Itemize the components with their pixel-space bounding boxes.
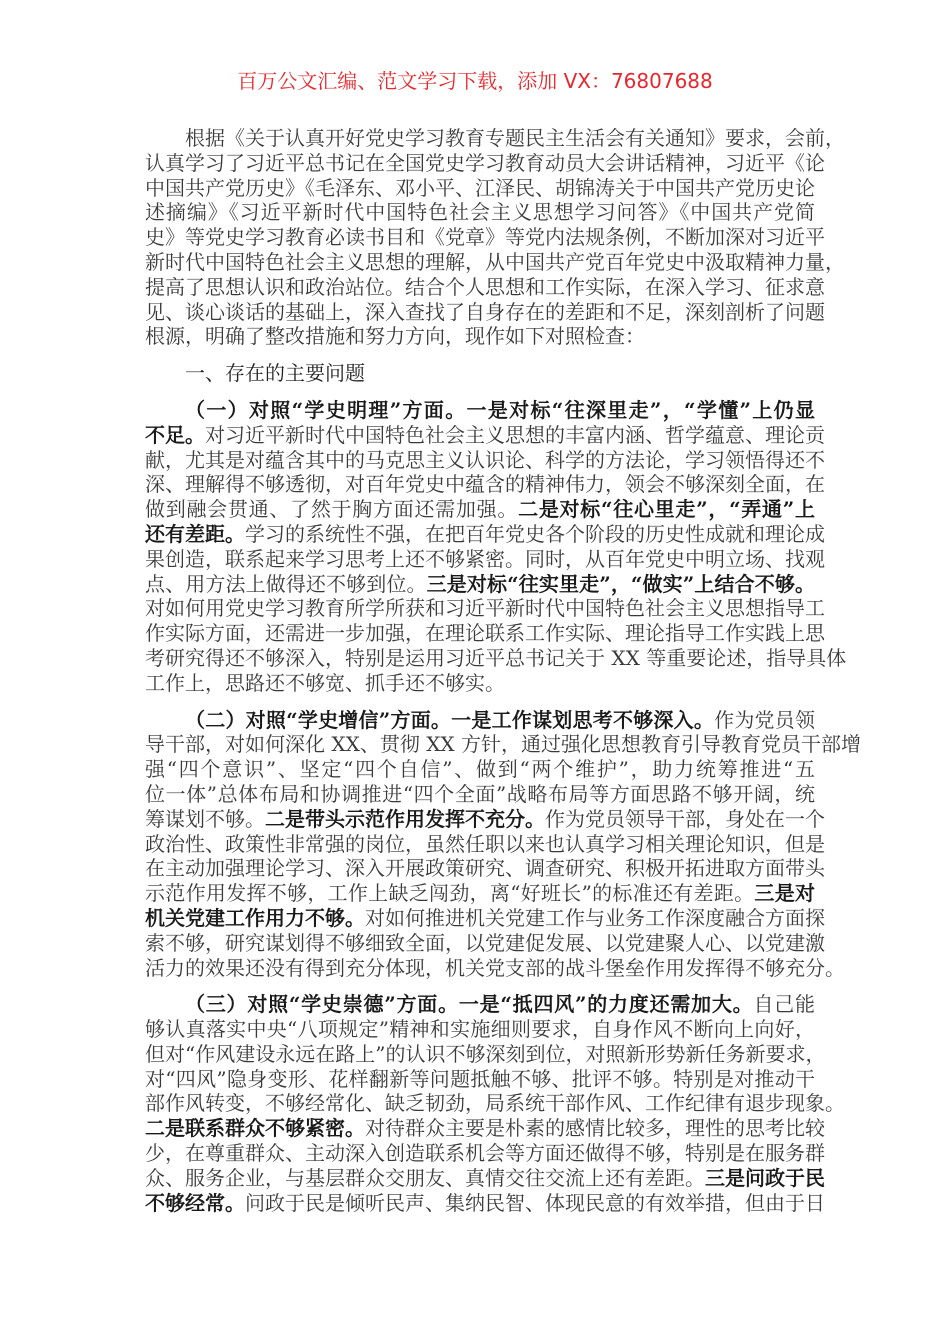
paragraph: [145, 397, 847, 696]
text-line: [145, 249, 845, 275]
body-text: 对“四风”隐身变形、花样翻新等问题抵触不够、批评不够。特别是对推动干: [145, 1066, 815, 1091]
text-line: [145, 274, 825, 300]
text-line: [145, 398, 815, 423]
text-line: [145, 782, 815, 807]
body-text: 作实际方面，还需进一步加强，在理论联系工作实际、理论指导工作实践上思: [145, 621, 825, 646]
body-text: 根据《关于认真开好党史学习教育专题民主生活会有关通知》要求，会前，: [185, 126, 845, 150]
text-line: [145, 497, 815, 522]
text-line: [145, 621, 825, 646]
body-text: 见、谈心谈话的基础上，深入查找了自身存在的差距和不足，深刻剖析了问题: [145, 299, 825, 324]
body-text: 问政于民是倾听民声、集纳民智、体现民意的有效举措，但由于日: [245, 1190, 825, 1215]
body-text: 新时代中国特色社会主义思想的理解，从中国共产党百年党史中汲取精神力量，: [145, 249, 845, 274]
text-line: [145, 645, 847, 671]
bold-text: 二是对标“往心里走”，“弄通”上: [518, 497, 816, 522]
bold-text: 三是问政于民: [705, 1165, 825, 1190]
body-text: 对如何用党史学习教育所学所获和习近平新时代中国特色社会主义思想指导工: [145, 596, 825, 621]
text-line: [145, 225, 825, 250]
body-text: 中国共产党历史》《毛泽东、邓小平、江泽民、胡锦涛关于中国共产党历史论: [145, 175, 815, 200]
text-line: [145, 1067, 815, 1092]
bold-text: 机关党建工作用力不够。: [145, 905, 365, 930]
text-line: [145, 596, 825, 621]
body-text: 对习近平新时代中国特色社会主义思想的丰富内涵、哲学蕴意、理论贡: [205, 422, 825, 447]
text-line: [145, 324, 815, 349]
bold-text: （二）对照“学史增信”方面。一是工作谋划思考不够深入。: [185, 707, 715, 732]
body-text: 导干部，对如何深化 XX、贯彻 XX 方针，通过强化思想教育引导教育党员干部增: [145, 732, 862, 757]
text-line: [145, 732, 862, 757]
text-line: [145, 671, 815, 696]
body-text: 史》等党史学习教育必读书目和《党章》等党内法规条例，不断加深对习近平: [145, 225, 825, 250]
body-text: 工作上，思路还不够宽、抓手还不够实。: [145, 670, 505, 695]
body-text: 做到融会贯通、了然于胸方面还需加强。: [145, 497, 519, 522]
text-line: [145, 708, 815, 733]
body-text: 强“四个意识”、坚定“四个自信”、做到“两个维护”，助力统筹推进“五: [145, 757, 815, 782]
body-text: 献，尤其是对蕴含其中的马克思主义认识论、科学的方法论，学习领悟得还不: [145, 447, 825, 472]
body-text: 筹谋划不够。: [145, 806, 265, 831]
text-line: [145, 422, 825, 448]
intro-section: [145, 126, 845, 349]
body-text: 果创造，联系起来学习思考上还不够紧密。同时，从百年党史中明立场、找观: [145, 546, 825, 571]
body-text: 但对“作风建设永远在路上”的认识不够深刻到位，对照新形势新任务新要求，: [145, 1041, 826, 1066]
body-text: 活力的效果还没有得到充分体现，机关党支部的战斗堡垒作用发挥得不够充分。: [145, 955, 845, 980]
text-line: [145, 905, 825, 931]
body-text: 够认真落实中央“八项规定”精神和实施细则要求，自身作风不断向上向好，: [145, 1017, 815, 1042]
paragraph: [145, 992, 845, 1215]
text-line: [145, 806, 825, 832]
body-text: 对如何推进机关党建工作与业务工作深度融合方面探: [365, 905, 825, 930]
bold-text: （一）对照“学史明理”方面。一是对标“往深里走”，“学懂”上仍显: [185, 397, 815, 422]
bold-text: （三）对照“学史崇德”方面。一是“抵四风”的力度还需加大。: [185, 992, 754, 1017]
text-line: [145, 176, 815, 201]
text-line: [145, 1141, 825, 1166]
body-text: 提高了思想认识和政治站位。结合个人思想和工作实际，在深入学习、征求意: [145, 274, 825, 299]
document-body: [145, 126, 862, 1227]
body-text: 众、服务企业，与基层群众交朋友、真情交往交流上还有差距。: [145, 1165, 705, 1190]
text-line: [145, 831, 825, 857]
problems-section: [145, 397, 862, 1216]
bold-text: 还有差距。: [145, 521, 245, 546]
text-line: [145, 881, 815, 906]
watermark-banner: 百万公文汇编、范文学习下载，添加 VX：76807688: [237, 69, 713, 93]
text-line: [145, 126, 845, 151]
bold-text: 不足。: [145, 422, 205, 447]
text-line: [145, 992, 815, 1017]
text-line: [145, 856, 825, 881]
body-text: 少，在尊重群众、主动深入创造联系机会等方面还做得不够，特别是在服务群: [145, 1141, 825, 1166]
bold-text: 三是对: [754, 881, 816, 906]
text-line: [145, 546, 825, 572]
text-line: [145, 1017, 815, 1042]
body-text: 深、理解得不够透彻，对百年党史中蕴含的精神伟力，领会不够深刻全面，在: [145, 472, 825, 497]
body-text: 作为党员领: [714, 707, 815, 732]
text-line: [145, 930, 825, 956]
text-line: [145, 757, 815, 782]
bold-text: 二是带头示范作用发挥不充分。: [265, 806, 545, 831]
text-line: [145, 1190, 825, 1216]
body-text: 对待群众主要是朴素的感情比较多，理性的思考比较: [365, 1116, 825, 1141]
body-text: 根源，明确了整改措施和努力方向，现作如下对照检查：: [145, 324, 645, 349]
body-text: 认真学习了习近平总书记在全国党史学习教育动员大会讲话精神，习近平《论: [145, 150, 825, 175]
text-line: [145, 1165, 825, 1191]
text-line: [145, 521, 825, 547]
body-text: 索不够，研究谋划得不够细致全面，以党建促发展、以党建聚人心、以党建激: [145, 930, 825, 955]
text-line: [145, 572, 815, 597]
body-text: 作为党员领导干部，身处在一个: [545, 806, 825, 831]
section-heading: 一、存在的主要问题: [185, 361, 365, 386]
body-text: 点、用方法上做得还不够到位。: [145, 571, 427, 596]
body-text: 学习的系统性不强，在把百年党史各个阶段的历史性成就和理论成: [245, 521, 825, 546]
body-text: 考研究得还不够深入，特别是运用习近平总书记关于 XX 等重要论述，指导具体: [145, 645, 847, 670]
body-text: 政治性、政策性非常强的岗位，虽然任职以来也认真学习相关理论知识，但是: [145, 831, 825, 856]
text-line: [145, 472, 825, 497]
body-text: 位一体”总体布局和协调推进“四个全面”战略布局等方面思路不够开阔，统: [145, 781, 815, 806]
bold-text: 三是对标“往实里走”，“做实”上结合不够。: [426, 571, 815, 596]
text-line: [145, 1091, 845, 1116]
paragraph: [145, 707, 862, 981]
text-line: [145, 1041, 826, 1067]
body-text: 部作风转变，不够经常化、缺乏韧劲，局系统干部作风、工作纪律有退步现象。: [145, 1091, 845, 1116]
bold-text: 不够经常。: [145, 1190, 245, 1215]
text-line: [145, 1116, 825, 1141]
body-text: 示范作用发挥不够，工作上缺乏闯劲，离“好班长”的标准还有差距。: [145, 881, 755, 906]
body-text: 自己能: [753, 992, 816, 1017]
body-text: 述摘编》《习近平新时代中国特色社会主义思想学习问答》《中国共产党简: [145, 200, 815, 225]
paragraph: [145, 126, 845, 349]
bold-text: 二是联系群众不够紧密。: [145, 1116, 365, 1141]
body-text: 在主动加强理论学习、深入开展政策研究、调查研究、积极开拓进取方面带头: [145, 856, 825, 881]
text-line: [145, 299, 825, 325]
text-line: [145, 955, 845, 981]
text-line: [145, 200, 815, 225]
text-line: [145, 447, 825, 473]
text-line: [145, 150, 825, 176]
